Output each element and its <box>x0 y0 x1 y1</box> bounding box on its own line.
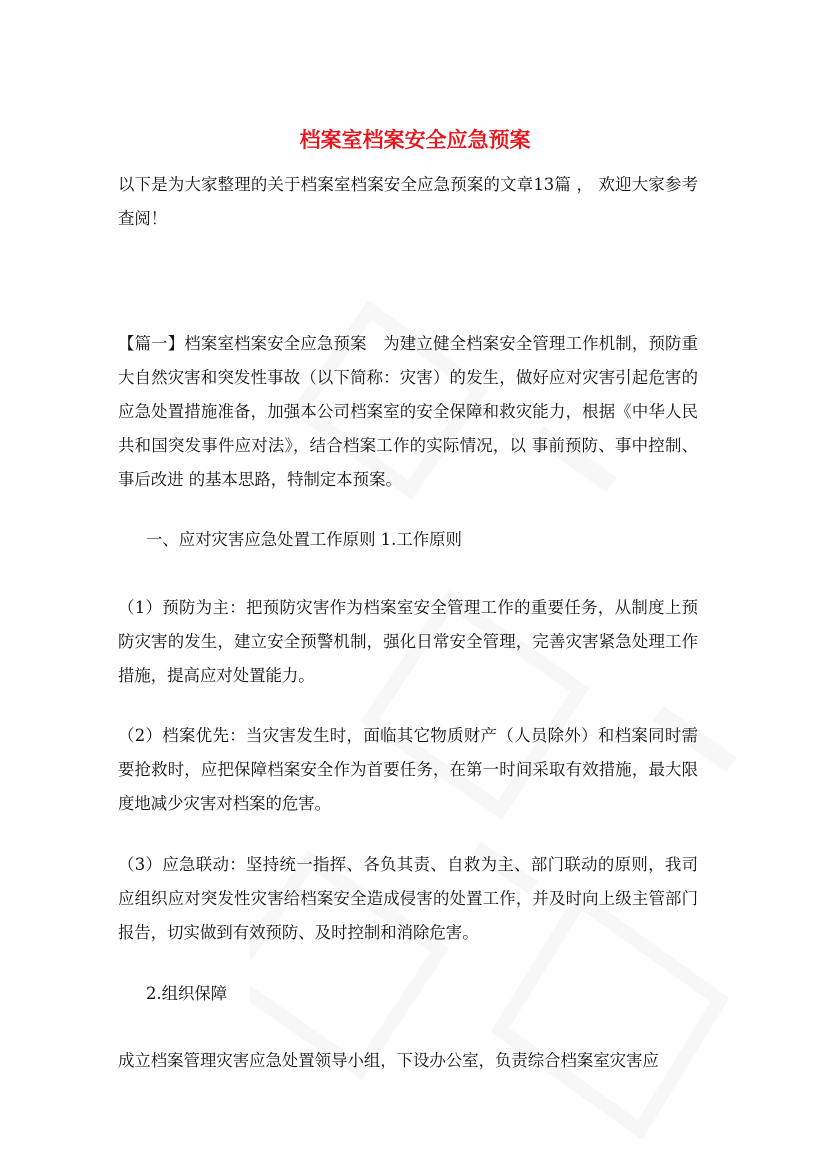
paragraph-article-one: 【篇一】档案室档案安全应急预案 为建立健全档案安全管理工作机制，预防重大自然灾害和突发性事故（以下简称：灾害）的发生，做好应对灾害引起危害的应急处置措施准备，加强本公司档案室的安全保障和救灾能力，根据《中华人民共和国突发事件应对法》，结合档案工作的实际情况，以 事前预防、事中控制、事后改进 的基本思路，特制定本预案。 <box>118 334 698 489</box>
document-title: 档案室档案安全应急预案 <box>299 128 531 152</box>
paragraph-leadership-group: 成立档案管理灾害应急处置领导小组，下设办公室，负责综合档案室灾害应 <box>118 1051 659 1070</box>
section-heading-organization: 2.组织保障 <box>146 984 228 1003</box>
paragraph-prevention-first: （1）预防为主：把预防灾害作为档案室安全管理工作的重要任务，从制度上预防灾害的发生，建立安全预警机制，强化日常安全管理，完善灾害紧急处理工作措施，提高应对处置能力。 <box>118 598 698 685</box>
paragraph-archives-priority: （2）档案优先：当灾害发生时，面临其它物质财产（人员除外）和档案同时需要抢救时，应把保障档案安全作为首要任务，在第一时间采取有效措施，最大限度地减少灾害对档案的危害。 <box>118 726 698 813</box>
paragraph-emergency-linkage: （3）应急联动：坚持统一指挥、各负其责、自救为主、部门联动的原则，我司应组织应对突发性灾害给档案安全造成侵害的处置工作，并及时向上级主管部门报告，切实做到有效预防、及时控制和消除危害。 <box>118 855 698 942</box>
section-heading-principles: 一、应对灾害应急处置工作原则 1.工作原则 <box>146 530 462 549</box>
intro-paragraph: 以下是为大家整理的关于档案室档案安全应急预案的文章13篇 ， 欢迎大家参考查阅！ <box>118 175 698 228</box>
